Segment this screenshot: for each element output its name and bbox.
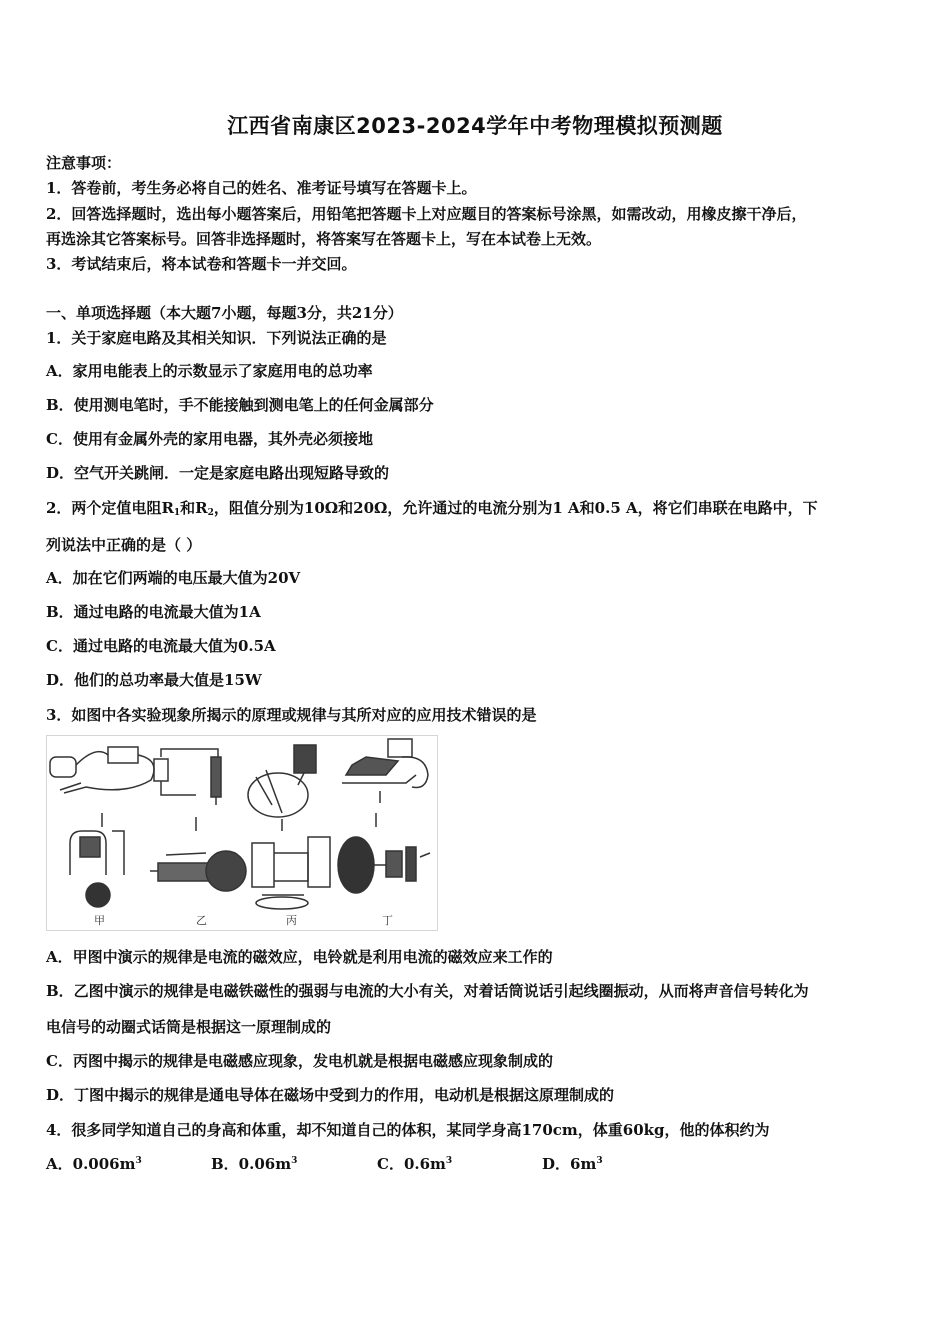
- notice-item-1: 1．答卷前，考生务必将自己的姓名、准考证号填写在答题卡上。: [46, 179, 477, 197]
- q2-option-d: D．他们的总功率最大值是15W: [46, 671, 262, 689]
- fig-label-yi: 乙: [196, 914, 207, 927]
- q3-stem: 3．如图中各实验现象所揭示的原理或规律与其所对应的应用技术错误的是: [46, 706, 537, 724]
- fig-jia-bell: [70, 831, 124, 907]
- fig-label-bing: 丙: [286, 914, 297, 927]
- q3-option-b-cont: 电信号的动圈式话筒是根据这一原理制成的: [46, 1018, 332, 1036]
- q1-option-a: A．家用电能表上的示数显示了家庭用电的总功率: [46, 362, 373, 380]
- q2-option-c: C．通过电路的电流最大值为0.5A: [46, 637, 276, 655]
- notice-item-2-cont: 再选涂其它答案标号。回答非选择题时，将答案写在答题卡上，写在本试卷上无效。: [46, 230, 602, 248]
- q2-option-a: A．加在它们两端的电压最大值为20V: [46, 569, 301, 587]
- q3-figure: [46, 735, 438, 931]
- notice-heading: 注意事项：: [46, 154, 122, 172]
- q1-option-d: D．空气开关跳闸．一定是家庭电路出现短路导致的: [46, 464, 390, 482]
- fig-label-jia: 甲: [94, 914, 105, 927]
- q1-option-c: C．使用有金属外壳的家用电器，其外壳必须接地: [46, 430, 373, 448]
- page-title: 江西省南康区2023-2024学年中考物理模拟预测题: [227, 114, 723, 138]
- q2-option-b: B．通过电路的电流最大值为1A: [46, 603, 261, 621]
- q2-stem-cont: 列说法中正确的是（ ）: [46, 536, 202, 554]
- fig-ding-top-magnet: [342, 739, 428, 803]
- fig-yi-top-circuit: [154, 749, 221, 805]
- q3-option-c: C．丙图中揭示的规律是电磁感应现象，发电机就是根据电磁感应现象制成的: [46, 1052, 553, 1070]
- q4-option-b: B．$0.06m^3$: [211, 1155, 298, 1173]
- q1-stem: 1．关于家庭电路及其相关知识．下列说法正确的是: [46, 329, 387, 347]
- q4-option-c: C．$0.6m^3$: [377, 1155, 453, 1173]
- fig-label-ding: 丁: [382, 914, 393, 927]
- fig-ding-motor: [338, 837, 430, 893]
- q3-option-a: A．甲图中演示的规律是电流的磁效应，电铃就是利用电流的磁效应来工作的: [46, 948, 553, 966]
- q4-option-d: D．$6m^3$: [542, 1155, 603, 1173]
- notice-item-2: 2．回答选择题时，选出每小题答案后，用铅笔把答题卡上对应题目的答案标号涂黑，如需改动，用橡皮擦干净后，: [46, 205, 807, 223]
- q3-option-b: B．乙图中演示的规律是电磁铁磁性的强弱与电流的大小有关，对着话筒说话引起线圈振动，从而将声音信号转化为: [46, 982, 809, 1000]
- q2-stem: 2．两个定值电阻$R_1$和$R_2$，阻值分别为10Ω和20Ω，允许通过的电流分别为1 A和0.5 A，将它们串联在电路中，下: [46, 499, 818, 518]
- q3-option-d: D．丁图中揭示的规律是通电导体在磁场中受到力的作用，电动机是根据这原理制成的: [46, 1086, 615, 1104]
- section-heading: 一、单项选择题（本大题7小题，每题3分，共21分）: [46, 304, 403, 322]
- q1-option-b: B．使用测电笔时，手不能接触到测电笔上的任何金属部分: [46, 396, 434, 414]
- fig-bing-generator: [252, 837, 330, 909]
- notice-item-3: 3．考试结束后，将本试卷和答题卡一并交回。: [46, 255, 357, 273]
- q4-stem: 4．很多同学知道自己的身高和体重，却不知道自己的体积，某同学身高170cm，体重60kg，他的体积约为: [46, 1121, 770, 1139]
- fig-jia-top-circuit: [50, 747, 154, 793]
- q4-option-a: A．$0.006m^3$: [46, 1155, 142, 1173]
- fig-yi-microphone: [150, 851, 246, 891]
- fig-bing-top-meter: [248, 745, 316, 817]
